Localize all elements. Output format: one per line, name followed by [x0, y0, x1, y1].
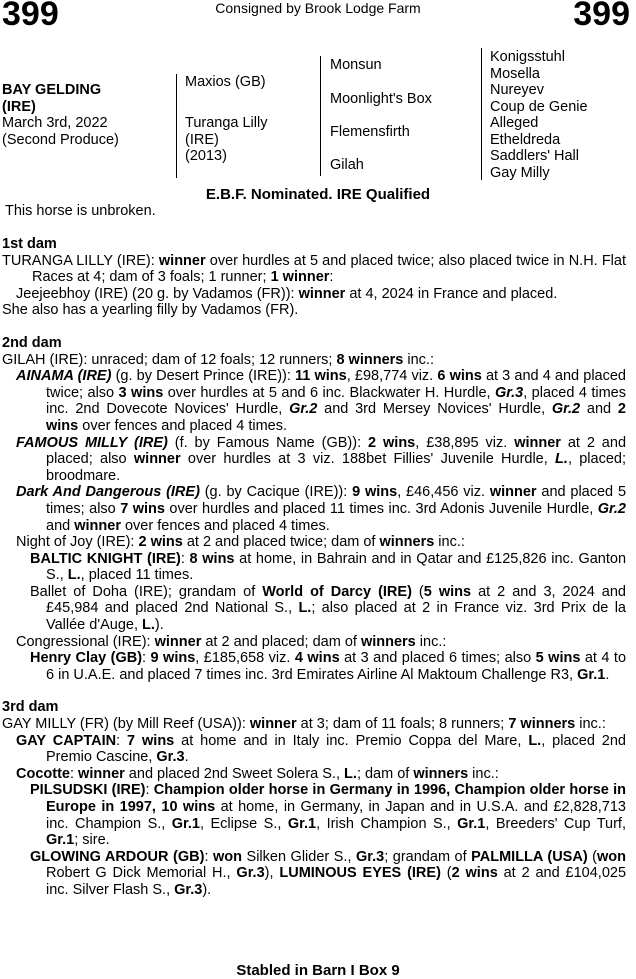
gen4-item: Nureyev	[490, 82, 544, 98]
pedigree-dam	[185, 115, 267, 165]
gen4-item: Alleged	[490, 115, 539, 131]
pedigree-gen3-3: Flemensfirth	[330, 124, 410, 140]
pedigree-bracket-2	[320, 56, 321, 176]
gen4-item: Etheldreda	[490, 131, 561, 148]
dam-country: (IRE)	[185, 131, 219, 148]
pedigree-gen4	[490, 49, 588, 181]
horse-country: (IRE)	[2, 98, 36, 115]
produce-ainama: AINAMA (IRE) (g. by Desert Prince (IRE)): 11 wins, £98,774 viz. 6 wins at 3 and 4 and placed twice; also 3 wins over hurdles at 5 and 6 inc. Blackwater H. Hurdle, Gr.3, placed 4 times inc. 2nd Dovecote Novices' Hurdle, Gr.2 and 3rd Mersey Novices' Hurdle, Gr.2 and 2 wins over fences and placed 4 times.	[16, 368, 626, 434]
horse-description	[2, 82, 119, 148]
produce-night-of-joy: Night of Joy (IRE): 2 wins at 2 and placed twice; dam of winners inc.:	[16, 534, 465, 551]
produce-ballet-of-doha: Ballet of Doha (IRE); grandam of World of Darcy (IRE) (5 wins at 2 and 3, 2024 and £45,984 and placed 2nd National S., L.; also placed at 2 in France viz. 3rd Prix de la Vallée d'Auge, L.).	[30, 583, 626, 634]
horse-type: BAY GELDING	[2, 82, 102, 98]
stabling-info: Stabled in Barn I Box 9	[236, 962, 400, 979]
first-dam-yearling: She also has a yearling filly by Vadamos (FR).	[2, 302, 299, 319]
first-dam-para: TURANGA LILLY (IRE): winner over hurdles at 5 and placed twice; also placed twice in N.H. Flat Races at 4; dam of 3 foals; 1 runner; 1 winner:	[2, 252, 626, 286]
first-dam-produce: Jeejeebhoy (IRE) (20 g. by Vadamos (FR)): winner at 4, 2024 in France and placed.	[16, 285, 558, 302]
pedigree-bracket-3	[481, 48, 482, 180]
produce-congressional: Congressional (IRE): winner at 2 and placed; dam of winners inc.:	[16, 633, 447, 650]
produce-dark-and-dangerous: Dark And Dangerous (IRE) (g. by Cacique (IRE)): 9 wins, £46,456 viz. winner and placed 5 times; also 7 wins over hurdles and placed 11 times inc. 3rd Adonis Juvenile Hurdle, Gr.2 and winner over fences and placed 4 times.	[16, 484, 627, 534]
third-dam-para: GAY MILLY (FR) (by Mill Reef (USA)): winner at 3; dam of 11 foals; 8 runners; 7 winners inc.:	[2, 716, 606, 733]
ebf-status: E.B.F. Nominated. IRE Qualified	[205, 186, 431, 203]
gen4-item: Gay Milly	[490, 164, 550, 181]
pedigree-gen3-2: Moonlight's Box	[330, 91, 432, 107]
produce-cocotte: Cocotte: winner and placed 2nd Sweet Solera S., L.; dam of winners inc.:	[16, 765, 499, 782]
third-dam-title: 3rd dam	[2, 699, 59, 716]
pedigree-gen3-4: Gilah	[330, 157, 364, 173]
gen4-item: Konigsstuhl	[490, 49, 565, 65]
produce-famous-milly: FAMOUS MILLY (IRE) (f. by Famous Name (GB)): 2 wins, £38,895 viz. winner at 2 and placed; also winner over hurdles at 3 viz. 188bet Fillies' Juvenile Hurdle, L., placed; broodmare.	[16, 434, 627, 484]
produce-note: (Second Produce)	[2, 131, 119, 148]
produce-pilsudski: PILSUDSKI (IRE): Champion older horse in Germany in 1996, Champion older horse in Europe in 1997, 10 wins at home, in Germany, in Japan and in U.S.A. and £2,828,713 inc. Champion S., Gr.1, Eclipse S., Gr.1, Irish Champion S., Gr.1, Breeders' Cup Turf, Gr.1; sire.	[30, 782, 626, 849]
second-dam-para: GILAH (IRE): unraced; dam of 12 foals; 12 runners; 8 winners inc.:	[2, 351, 434, 368]
lot-number-right: 399	[573, 0, 630, 33]
produce-gay-captain: GAY CAPTAIN: 7 wins at home and in Italy inc. Premio Coppa del Mare, L., placed 2nd Premio Cascine, Gr.3.	[16, 732, 626, 766]
pedigree-sire: Maxios (GB)	[185, 74, 266, 90]
gen4-item: Mosella	[490, 65, 540, 82]
produce-henry-clay: Henry Clay (GB): 9 wins, £185,658 viz. 4 wins at 3 and placed 6 times; also 5 wins at 4 to 6 in U.A.E. and placed 7 times inc. 3rd Emirates Airline Al Maktoum Challenge R3, Gr.1.	[30, 650, 627, 683]
produce-baltic-knight: BALTIC KNIGHT (IRE): 8 wins at home, in Bahrain and in Qatar and £125,826 inc. Ganton S., L., placed 11 times.	[30, 550, 627, 584]
pedigree-bracket-1	[176, 74, 177, 178]
catalogue-body	[2, 236, 626, 899]
gen4-item: Saddlers' Hall	[490, 148, 580, 164]
dam-name: Turanga Lilly	[185, 115, 268, 131]
lot-number-left: 399	[2, 0, 59, 33]
second-dam-title: 2nd dam	[2, 334, 62, 351]
foaling-date: March 3rd, 2022	[2, 115, 108, 131]
unbroken-note: This horse is unbroken.	[5, 203, 156, 219]
produce-glowing-ardour: GLOWING ARDOUR (GB): won Silken Glider S., Gr.3; grandam of PALMILLA (USA) (won Robert G Dick Memorial H., Gr.3), LUMINOUS EYES (IRE) (2 wins at 2 and £104,025 inc. Silver Flash S., Gr.3).	[30, 848, 627, 898]
consignor: Consigned by Brook Lodge Farm	[215, 0, 421, 16]
pedigree-gen3-1: Monsun	[330, 57, 382, 73]
dam-year: (2013)	[185, 148, 227, 164]
gen4-item: Coup de Genie	[490, 98, 588, 115]
first-dam-title: 1st dam	[2, 236, 57, 252]
